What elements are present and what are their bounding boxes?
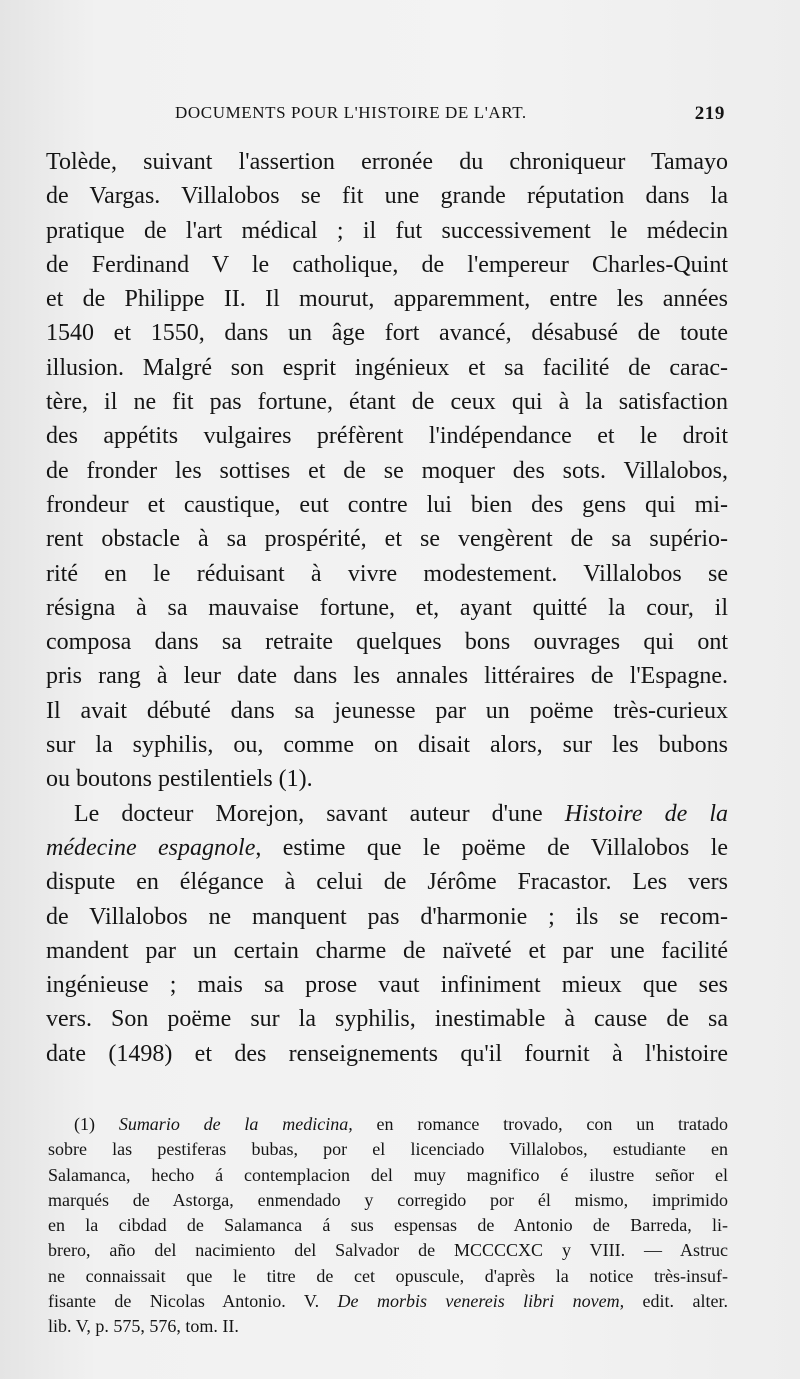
main-text [46,145,728,1071]
text-line-paragraph-start [46,797,728,831]
text-line: 1540 et 1550, dans un âge fort avancé, désabusé de toute [46,320,728,347]
text-line: pratique de l'art médical ; il fut successivement le médecin [46,217,728,244]
footnotes [48,1112,728,1340]
text-line: Il avait débuté dans sa jeunesse par un poëme très-curieux [46,697,728,724]
text-line: composa dans sa retraite quelques bons ouvrages qui ont [46,629,728,656]
text-line: mandent par un certain charme de naïveté et par une facilité [46,937,728,964]
text-line: rent obstacle à sa prospérité, et se vengèrent de sa supério- [46,526,728,553]
footnote-line: brero, año del nacimiento del Salvador de MCCCCXC y VIII. — Astruc [48,1240,728,1261]
text-line [46,831,728,865]
text-line: rité en le réduisant à vivre modestement. Villalobos se [46,560,728,587]
footnote-title-italic: Sumario de la medicina, [118,1114,353,1134]
text-segment: edit. alter. [624,1291,728,1312]
footnote-marker: (1) [74,1114,119,1134]
text-line: frondeur et caustique, eut contre lui bien des gens qui mi- [46,491,728,518]
footnote-line: marqués de Astorga, enmendado y corregido por él mismo, imprimido [48,1189,728,1210]
text-segment: Le docteur Morejon, savant auteur d'une [74,800,543,827]
text-line: dispute en élégance à celui de Jérôme Fracastor. Les vers [46,869,728,896]
page-number: 219 [694,103,725,124]
footnote-line [48,1112,728,1137]
footnote-title-italic: De morbis venereis libri novem, [337,1291,625,1312]
text-line: illusion. Malgré son esprit ingénieux et sa facilité de carac- [46,354,728,381]
text-line: vers. Son poëme sur la syphilis, inestimable à cause de sa [46,1006,728,1033]
text-line: date (1498) et des renseignements qu'il fournit à l'histoire [46,1040,728,1067]
text-line: ou boutons pestilentiels (1). [46,766,313,793]
text-line: de Villalobos ne manquent pas d'harmonie ; ils se recom- [46,903,728,930]
text-line: et de Philippe II. Il mourut, apparemment, entre les années [46,286,728,313]
text-line: sur la syphilis, ou, comme on disait alors, sur les bubons [46,732,728,759]
text-line: résigna à sa mauvaise fortune, et, ayant quitté la cour, il [46,594,728,621]
footnote-line: lib. V, p. 575, 576, tom. II. [48,1316,239,1337]
page-header [175,103,725,131]
footnote-line: en la cibdad de Salamanca á sus espensas de Antonio de Barreda, li- [48,1215,728,1236]
book-title-italic: Histoire de la [564,800,728,827]
text-line: Tolède, suivant l'assertion erronée du chroniqueur Tamayo [46,149,728,175]
text-segment: fisante de Nicolas Antonio. V. [48,1291,338,1312]
text-segment: en romance trovado, con un tratado [352,1114,729,1134]
book-title-italic: médecine espagnole [46,834,256,861]
text-line: ingénieuse ; mais sa prose vaut infiniment mieux que ses [46,972,728,999]
text-line: de Vargas. Villalobos se fit une grande réputation dans la [46,183,728,210]
text-line: des appétits vulgaires préfèrent l'indépendance et le droit [46,423,728,450]
footnote-line: ne connaissait que le titre de cet opuscule, d'après la notice très-insuf- [48,1265,728,1286]
footnote-line [48,1289,728,1314]
footnote-line: sobre las pestiferas bubas, por el licenciado Villalobos, estudiante en [48,1139,728,1160]
text-segment: , estime que le poëme de Villalobos le [255,834,729,861]
text-line: pris rang à leur date dans les annales littéraires de l'Espagne. [46,663,728,690]
running-title: DOCUMENTS POUR L'HISTOIRE DE L'ART. [175,103,527,122]
text-line: de fronder les sottises et de se moquer des sots. Villalobos, [46,457,728,484]
text-line: de Ferdinand V le catholique, de l'empereur Charles-Quint [46,251,728,278]
footnote-line: Salamanca, hecho á contemplacion del muy magnifico é ilustre señor el [48,1164,728,1185]
text-line: tère, il ne fit pas fortune, étant de ceux qui à la satisfaction [46,389,728,416]
